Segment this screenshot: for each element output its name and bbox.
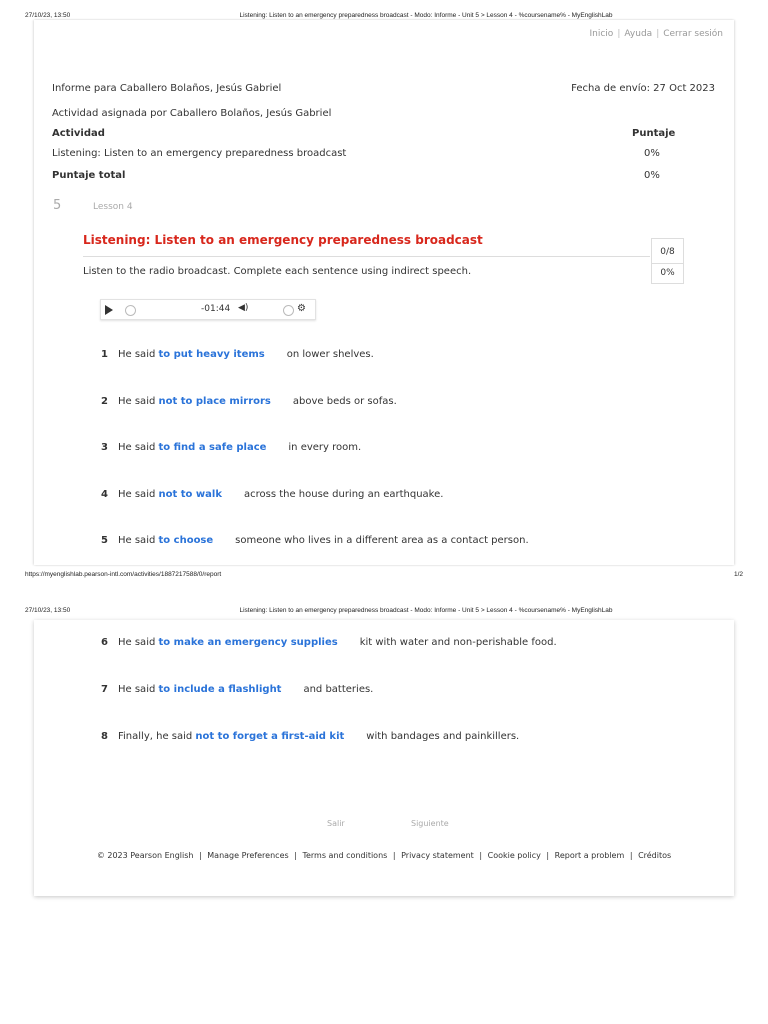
item-rest: someone who lives in a different area as a contact person. (235, 535, 529, 546)
item-rest: across the house during an earthquake. (243, 489, 444, 500)
activity-name: Listening: Listen to an emergency preparedness broadcast (52, 148, 347, 159)
report-card (34, 20, 734, 565)
item-stem: He said (118, 396, 156, 407)
activity-title: Listening: Listen to an emergency preparedness broadcast (83, 233, 483, 247)
item-rest: kit with water and non-perishable food. (359, 637, 557, 648)
item-number: 6 (101, 637, 108, 648)
total-score-label: Puntaje total (52, 170, 126, 181)
terms-link[interactable]: Terms and conditions (302, 851, 388, 860)
divider (83, 256, 650, 257)
print-url: https://myenglishlab.pearson-intl.com/activities/1887217588/0/report (25, 571, 222, 578)
page-footer (34, 851, 734, 860)
print-page-number: 1/2 (733, 571, 743, 578)
item-answer: to find a safe place (158, 442, 267, 453)
report-for: Informe para Caballero Bolaños, Jesús Gabriel (52, 83, 282, 94)
item-answer: not to forget a first-aid kit (195, 731, 345, 742)
item-rest: with bandages and painkillers. (366, 731, 520, 742)
separator: | (629, 851, 633, 860)
sent-date: Fecha de envío: 27 Oct 2023 (571, 83, 715, 94)
item-stem: He said (118, 637, 156, 648)
next-button[interactable]: Siguiente (411, 819, 449, 828)
activity-column-header: Actividad (52, 128, 105, 139)
item-stem: He said (118, 489, 156, 500)
item-number: 8 (101, 731, 108, 742)
gear-icon[interactable]: ⚙ (297, 303, 306, 314)
item-rest: on lower shelves. (286, 349, 374, 360)
item-answer: to include a flashlight (158, 684, 282, 695)
assigned-by: Actividad asignada por Caballero Bolaños, Jesús Gabriel (52, 108, 332, 119)
item-number: 4 (101, 489, 108, 500)
activity-score: 0% (644, 148, 660, 159)
item-number: 1 (101, 349, 108, 360)
logout-link[interactable]: Cerrar sesión (663, 29, 723, 39)
instructions: Listen to the radio broadcast. Complete each sentence using indirect speech. (83, 266, 472, 277)
separator: | (479, 851, 483, 860)
manage-preferences-link[interactable]: Manage Preferences (207, 851, 289, 860)
top-links (590, 29, 724, 39)
report-card-continued (34, 620, 734, 896)
score-percent: 0% (660, 268, 675, 278)
item-answer: not to walk (158, 489, 222, 500)
cookie-policy-link[interactable]: Cookie policy (487, 851, 541, 860)
item-stem: He said (118, 535, 156, 546)
divider (652, 263, 683, 264)
copyright: © 2023 Pearson English (96, 851, 194, 860)
print-date: 27/10/23, 13:50 (25, 12, 71, 19)
item-answer: to put heavy items (158, 349, 265, 360)
item-answer: not to place mirrors (158, 396, 271, 407)
item-rest: and batteries. (303, 684, 374, 695)
separator: | (546, 851, 550, 860)
volume-slider[interactable] (283, 305, 294, 316)
credits-link[interactable]: Créditos (638, 851, 672, 860)
unit-number: 5 (53, 198, 62, 213)
speaker-icon[interactable]: ◀) (238, 303, 249, 313)
item-stem: Finally, he said (118, 731, 193, 742)
separator: | (656, 29, 660, 39)
item-stem: He said (118, 349, 156, 360)
print-doc-title: Listening: Listen to an emergency preparedness broadcast - Modo: Informe - Unit 5 > Lesson 4 - %coursename% - MyEnglishLab (239, 12, 613, 19)
separator: | (392, 851, 396, 860)
play-icon[interactable] (105, 305, 113, 315)
item-number: 3 (101, 442, 108, 453)
separator: | (199, 851, 202, 860)
item-rest: above beds or sofas. (292, 396, 397, 407)
total-score-value: 0% (644, 170, 660, 181)
time-remaining: -01:44 (201, 304, 231, 314)
separator: | (294, 851, 297, 860)
audio-player (100, 299, 316, 320)
score-column-header: Puntaje (632, 128, 676, 139)
score-fraction: 0/8 (660, 247, 675, 257)
item-answer: to make an emergency supplies (158, 637, 338, 648)
item-stem: He said (118, 684, 156, 695)
exit-button[interactable]: Salir (327, 819, 345, 828)
separator: | (617, 29, 621, 39)
progress-slider[interactable] (125, 305, 136, 316)
print-doc-title: Listening: Listen to an emergency preparedness broadcast - Modo: Informe - Unit 5 > Lesson 4 - %coursename% - MyEnglishLab (239, 607, 613, 614)
home-link[interactable]: Inicio (589, 29, 614, 39)
item-rest: in every room. (288, 442, 362, 453)
lesson-label: Lesson 4 (93, 202, 133, 212)
print-date: 27/10/23, 13:50 (25, 607, 71, 614)
score-box (651, 238, 684, 284)
item-number: 7 (101, 684, 108, 695)
report-problem-link[interactable]: Report a problem (554, 851, 625, 860)
item-number: 2 (101, 396, 108, 407)
help-link[interactable]: Ayuda (624, 29, 653, 39)
privacy-link[interactable]: Privacy statement (401, 851, 474, 860)
item-number: 5 (101, 535, 108, 546)
item-answer: to choose (158, 535, 214, 546)
item-stem: He said (118, 442, 156, 453)
